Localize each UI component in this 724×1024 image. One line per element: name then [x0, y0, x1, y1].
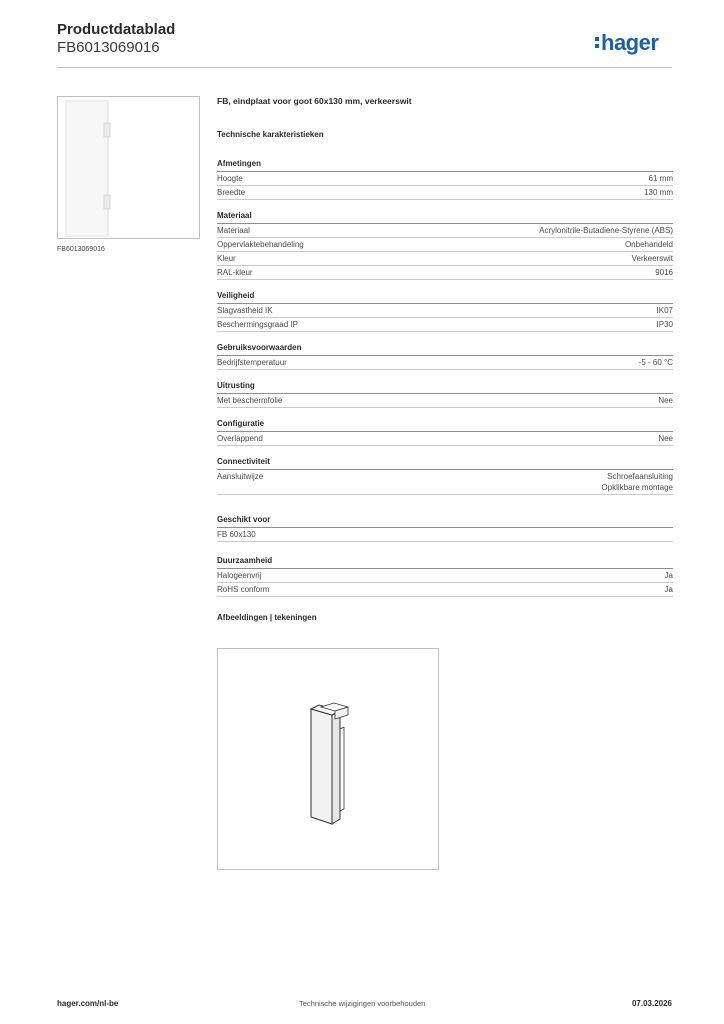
spec-row — [217, 318, 673, 332]
section-sustainability — [217, 556, 673, 597]
footer-disclaimer: Technische wijzigingen voorbehouden — [299, 999, 426, 1008]
product-code: FB6013069016 — [57, 39, 160, 56]
end-cap-drawing — [218, 649, 438, 869]
product-image-caption: FB6013069016 — [57, 246, 105, 253]
spec-value: IK07 — [656, 306, 673, 315]
section-title: Duurzaamheid — [217, 556, 673, 569]
spec-value: 130 mm — [644, 188, 673, 197]
spec-value: Onbehandeld — [624, 240, 673, 249]
spec-label: Kleur — [217, 254, 236, 263]
spec-row — [217, 356, 673, 370]
section-afmetingen — [217, 159, 673, 200]
spec-label: Hoogte — [217, 174, 243, 183]
section-title: Veiligheid — [217, 291, 673, 304]
spec-row — [217, 172, 673, 186]
spec-label: Breedte — [217, 188, 246, 197]
header-divider — [57, 67, 672, 68]
spec-label: RAL-kleur — [217, 268, 253, 277]
spec-value: 61 mm — [648, 174, 673, 183]
spec-row — [217, 528, 673, 542]
spec-label: Overlappend — [217, 434, 263, 443]
spec-row — [217, 304, 673, 318]
spec-row — [217, 432, 673, 446]
footer-date: 07.03.2026 — [631, 999, 672, 1008]
spec-label: Halogeenvrij — [217, 571, 262, 580]
spec-row — [217, 238, 673, 252]
spec-value: -5 - 60 °C — [638, 358, 673, 367]
section-title: Materiaal — [217, 211, 673, 224]
logo-dot-bottom — [595, 44, 599, 48]
images-title: Afbeeldingen | tekeningen — [217, 613, 317, 622]
section-title: Connectiviteit — [217, 457, 673, 470]
section-title: Uitrusting — [217, 381, 673, 394]
spec-value: IP30 — [656, 320, 673, 329]
spec-row — [217, 252, 673, 266]
spec-label: Bedrijfstemperatuur — [217, 358, 287, 367]
spec-row — [217, 266, 673, 280]
section-title: Afmetingen — [217, 159, 673, 172]
product-details — [217, 96, 673, 625]
spec-value — [601, 471, 673, 493]
spec-row — [217, 569, 673, 583]
spec-value: Ja — [664, 585, 673, 594]
spec-value: Acrylonitrile-Butadiene-Styrene (ABS) — [539, 226, 673, 235]
spec-label: Slagvastheid IK — [217, 306, 273, 315]
spec-label: RoHS conform — [217, 585, 270, 594]
page-title: Productdatablad — [57, 21, 176, 38]
logo-dot-top — [595, 37, 599, 41]
hager-logo — [593, 26, 673, 58]
spec-value: Nee — [658, 434, 673, 443]
footer-website: hager.com/nl-be — [57, 999, 119, 1008]
spec-label: Met beschermfolie — [217, 396, 283, 405]
section-materiaal — [217, 211, 673, 280]
spec-row — [217, 583, 673, 597]
section-uitrusting — [217, 381, 673, 408]
spec-label: Aansluitwijze — [217, 472, 264, 481]
product-image — [57, 96, 200, 239]
section-configuratie — [217, 419, 673, 446]
spec-label: FB 60x130 — [217, 530, 256, 539]
spec-value: Verkeerswit — [631, 254, 673, 263]
spec-value: Nee — [658, 396, 673, 405]
spec-value-line: Schroefaansluiting — [607, 472, 673, 481]
spec-value: 9016 — [655, 268, 673, 277]
spec-row — [217, 186, 673, 200]
section-title: Geschikt voor — [217, 515, 673, 528]
spec-value-line: Opklikbare montage — [601, 483, 673, 492]
spec-row — [217, 224, 673, 238]
spec-sections — [217, 159, 673, 495]
spec-label: Oppervlaktebehandeling — [217, 240, 304, 249]
product-photo — [58, 97, 199, 238]
technical-drawing — [217, 648, 439, 870]
spec-label: Materiaal — [217, 226, 250, 235]
section-suitable — [217, 515, 673, 542]
spec-row — [217, 470, 673, 495]
section-title: Gebruiksvoorwaarden — [217, 343, 673, 356]
section-veiligheid — [217, 291, 673, 332]
product-description: FB, eindplaat voor goot 60x130 mm, verkeerswit — [217, 96, 412, 106]
tech-characteristics-title: Technische karakteristieken — [217, 130, 324, 139]
spec-label: Beschermingsgraad IP — [217, 320, 298, 329]
spec-row — [217, 394, 673, 408]
section-title: Configuratie — [217, 419, 673, 432]
spec-value: Ja — [664, 571, 673, 580]
section-gebruiksvoorwaarden — [217, 343, 673, 370]
logo-text: hager — [601, 30, 659, 55]
section-connectiviteit — [217, 457, 673, 495]
